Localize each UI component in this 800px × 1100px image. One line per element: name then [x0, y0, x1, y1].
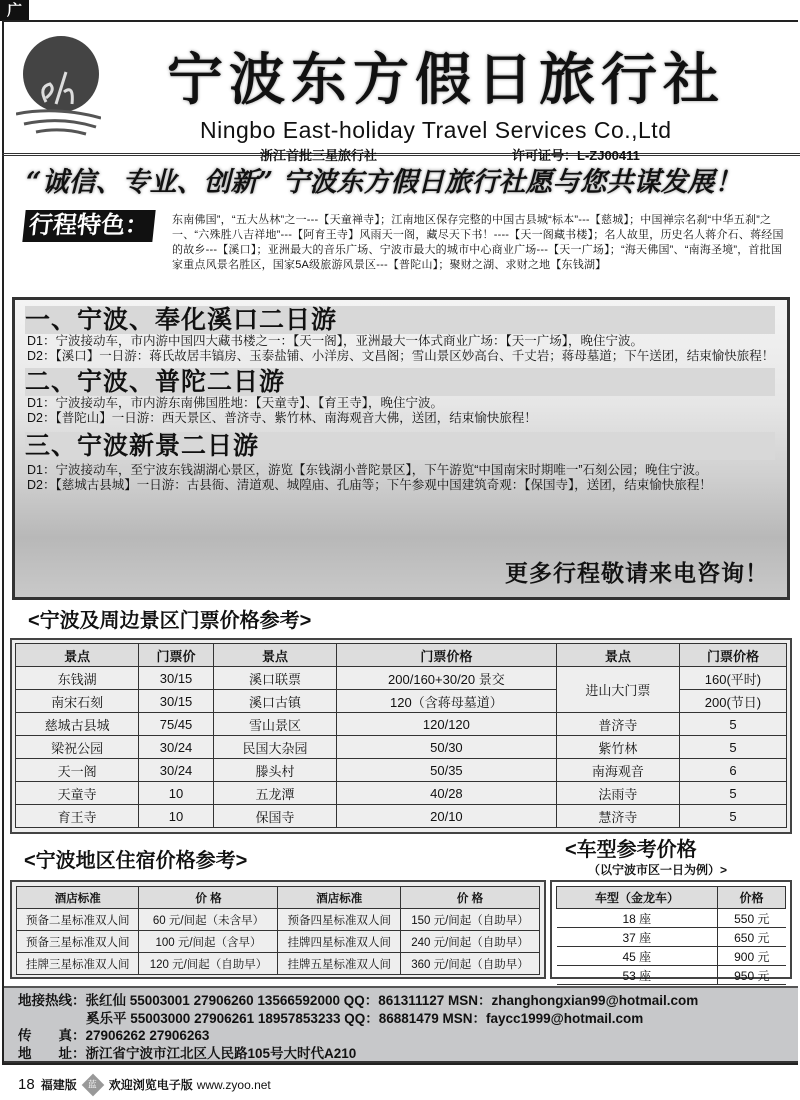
- table-cell: 50/35: [337, 759, 557, 782]
- slogan: “诚信、专业、创新” 宁波东方假日旅行社愿与您共谋发展！: [26, 167, 742, 198]
- column-header: 价格: [718, 887, 786, 909]
- itinerary-day: D2：【普陀山】一日游：西天景区、普济寺、紫竹林、南海观音大佛，送团，结束愉快旅程！: [27, 411, 537, 425]
- column-header: 景点: [16, 644, 139, 667]
- table-cell: 200(节日): [679, 690, 786, 713]
- itinerary-day: D2：【溪口】一日游：蒋氏故居丰镐房、玉泰盐铺、小洋房、文昌阁；雪山景区妙高台、千丈岩；蒋母墓道；下午送团，结束愉快旅程！: [27, 349, 775, 363]
- table-cell: 慈城古县城: [16, 713, 139, 736]
- table-cell: 育王寺: [16, 805, 139, 828]
- company-name-cn: 宁波东方假日旅行社: [167, 48, 725, 111]
- column-header: 价 格: [139, 887, 278, 909]
- column-header: 酒店标准: [17, 887, 139, 909]
- table-row: [16, 782, 787, 805]
- header: [2, 20, 800, 163]
- table-cell: 53 座: [557, 966, 718, 985]
- table-cell: 预备三星标准双人间: [17, 931, 139, 953]
- table-cell: 5: [679, 782, 786, 805]
- itinerary-title: 三、宁波新景二日游: [25, 432, 775, 460]
- table-cell: 120/120: [337, 713, 557, 736]
- address-label: 地 址：: [18, 1045, 86, 1061]
- table-cell: 10: [139, 805, 214, 828]
- table-row: [16, 759, 787, 782]
- itinerary-title: 一、宁波、奉化溪口二日游: [25, 306, 775, 334]
- table-cell: 挂牌四星标准双人间: [278, 931, 400, 953]
- table-cell: 45 座: [557, 947, 718, 966]
- table-row: [16, 805, 787, 828]
- footer: [18, 1076, 271, 1094]
- edition: 福建版: [40, 1078, 77, 1092]
- cars-title: <车型参考价格: [565, 839, 697, 861]
- table-cell: 950 元: [718, 966, 786, 985]
- address: 浙江省宁波市江北区人民路105号大时代A210: [85, 1045, 357, 1061]
- table-row: [16, 713, 787, 736]
- table-cell: 30/24: [139, 759, 214, 782]
- table-cell: 进山大门票: [556, 667, 679, 713]
- table-cell: 75/45: [139, 713, 214, 736]
- table-cell: 60 元/间起（未含早）: [139, 909, 278, 931]
- itinerary-title: 二、宁波、普陀二日游: [25, 368, 775, 396]
- tickets-title: <宁波及周边景区门票价格参考>: [28, 610, 312, 632]
- table-cell: 40/28: [337, 782, 557, 805]
- table-row: [17, 909, 540, 931]
- table-cell: 10: [139, 782, 214, 805]
- company-logo-icon: [16, 32, 101, 137]
- tickets-table: [15, 643, 787, 828]
- table-cell: 5: [679, 805, 786, 828]
- table-cell: 溪口古镇: [213, 690, 336, 713]
- table-cell: 普济寺: [556, 713, 679, 736]
- table-cell: 法雨寺: [556, 782, 679, 805]
- rating-text: 浙江首批三星旅行社: [260, 148, 378, 163]
- table-cell: 东钱湖: [16, 667, 139, 690]
- table-cell: 保国寺: [213, 805, 336, 828]
- table-row: [557, 928, 786, 947]
- table-cell: 5: [679, 713, 786, 736]
- column-header: 门票价: [139, 644, 214, 667]
- column-header: 价 格: [400, 887, 539, 909]
- table-cell: 天童寺: [16, 782, 139, 805]
- table-header-row: [557, 887, 786, 909]
- table-cell: 预备二星标准双人间: [17, 909, 139, 931]
- table-cell: 天一阁: [16, 759, 139, 782]
- hotline-label: 地接热线：: [18, 993, 86, 1008]
- table-row: [557, 909, 786, 928]
- table-cell: 南海观音: [556, 759, 679, 782]
- table-row: [16, 667, 787, 690]
- table-cell: 150 元/间起（自助早）: [400, 909, 539, 931]
- table-cell: 30/24: [139, 736, 214, 759]
- fax-number: 27906262 27906263: [85, 1028, 210, 1043]
- table-row: [16, 736, 787, 759]
- table-row: [557, 966, 786, 985]
- table-header-row: [17, 887, 540, 909]
- website-link[interactable]: www.zyoo.net: [196, 1078, 271, 1092]
- table-cell: 五龙潭: [213, 782, 336, 805]
- welcome-text: 欢迎浏览电子版: [108, 1078, 193, 1092]
- table-cell: 900 元: [718, 947, 786, 966]
- table-cell: 溪口联票: [213, 667, 336, 690]
- table-cell: 160(平时): [679, 667, 786, 690]
- table-header-row: [16, 644, 787, 667]
- table-row: [557, 947, 786, 966]
- table-cell: 120 元/间起（自助早）: [139, 953, 278, 975]
- company-name-en: Ningbo East-holiday Travel Services Co.,Ltd: [200, 117, 672, 143]
- column-header: 门票价格: [337, 644, 557, 667]
- table-cell: 挂牌五星标准双人间: [278, 953, 400, 975]
- table-cell: 100 元/间起（含早）: [139, 931, 278, 953]
- table-cell: 滕头村: [213, 759, 336, 782]
- column-header: 门票价格: [679, 644, 786, 667]
- features-label: 行程特色：: [22, 210, 155, 242]
- table-cell: 200/160+30/20 景交: [337, 667, 557, 690]
- column-header: 景点: [556, 644, 679, 667]
- hotline-2: 奚乐平 55003000 27906261 18957853233 QQ：86881479 MSN：faycc1999@hotmail.com: [86, 1010, 644, 1026]
- table-cell: 50/30: [337, 736, 557, 759]
- table-cell: 南宋石刻: [16, 690, 139, 713]
- itinerary-day: D2：【慈城古县城】一日游：古县衙、清道观、城隍庙、孔庙等；下午参观中国建筑奇观：【保国寺】，送团，结束愉快旅程！: [27, 478, 712, 492]
- table-cell: 240 元/间起（自助早）: [400, 931, 539, 953]
- hotels-title: <宁波地区住宿价格参考>: [24, 850, 248, 872]
- itinerary-day: D1：宁波接动车，市内游东南佛国胜地：【天童寺】、【育王寺】，晚住宁波。: [27, 396, 443, 410]
- table-cell: 6: [679, 759, 786, 782]
- table-cell: 18 座: [557, 909, 718, 928]
- table-cell: 民国大杂园: [213, 736, 336, 759]
- table-cell: 雪山景区: [213, 713, 336, 736]
- contact-box: [4, 986, 798, 1063]
- column-header: 景点: [213, 644, 336, 667]
- table-cell: 紫竹林: [556, 736, 679, 759]
- table-cell: 30/15: [139, 667, 214, 690]
- fax-label: 传 真：: [18, 1028, 86, 1043]
- ad-tag: 广告: [0, 0, 29, 21]
- column-header: 酒店标准: [278, 887, 400, 909]
- table-cell: 5: [679, 736, 786, 759]
- cars-subtitle: （以宁波市区一日为例）>: [588, 863, 728, 877]
- table-cell: 120（含蒋母墓道）: [337, 690, 557, 713]
- more-info-text: 更多行程敬请来电咨询！: [505, 560, 769, 586]
- table-cell: 650 元: [718, 928, 786, 947]
- table-cell: 360 元/间起（自助早）: [400, 953, 539, 975]
- cars-table: [556, 886, 786, 985]
- badge-text: 蓝: [88, 1079, 98, 1090]
- table-cell: 梁祝公园: [16, 736, 139, 759]
- table-cell: 37 座: [557, 928, 718, 947]
- page-number: 18: [18, 1076, 35, 1093]
- itinerary-box: [12, 297, 790, 600]
- table-cell: 预备四星标准双人间: [278, 909, 400, 931]
- table-row: [17, 953, 540, 975]
- table-row: [17, 931, 540, 953]
- hotels-table: [16, 886, 540, 975]
- column-header: 车型（金龙车）: [557, 887, 718, 909]
- itinerary-day: D1：宁波接动车，至宁波东钱湖湖心景区，游览【东钱湖小普陀景区】，下午游览“中国南宋时期唯一”石刻公园；晚住宁波。: [27, 463, 708, 477]
- itinerary-day: D1：宁波接动车，市内游中国四大藏书楼之一：【天一阁】，亚洲最大一体式商业广场：【天一广场】，晚住宁波。: [27, 334, 643, 348]
- hotline-1: 张红仙 55003001 27906260 13566592000 QQ：861311127 MSN：zhanghongxian99@hotmail.com: [85, 993, 699, 1008]
- features-text: 东南佛国”，“五大丛林”之一---【天童禅寺】；江南地区保存完整的中国古县城“标本”---【慈城】；中国禅宗名刹“中华五刹”之一、“六殊胜八吉祥地”---【阿育王寺】风雨天一阁，藏尽天下书！----【天一阁藏书楼】；名人故里，历史名人蒋介石、蒋经国的故乡---【溪口】；亚洲最大的音乐广场、宁波市最大的城市中心商业广场---【天一广场】；“海天佛国”、“南海圣境”，首批国家重点风景名胜区，国家5A级旅游风景区---【普陀山】；聚财之湖、求财之地【东钱湖】: [172, 214, 784, 271]
- table-cell: 20/10: [337, 805, 557, 828]
- table-cell: 550 元: [718, 909, 786, 928]
- table-cell: 慧济寺: [556, 805, 679, 828]
- license-number: 许可证号：L-ZJ00411: [512, 148, 640, 163]
- table-cell: 挂牌三星标准双人间: [17, 953, 139, 975]
- diamond-badge-icon: [81, 1074, 104, 1097]
- table-cell: 30/15: [139, 690, 214, 713]
